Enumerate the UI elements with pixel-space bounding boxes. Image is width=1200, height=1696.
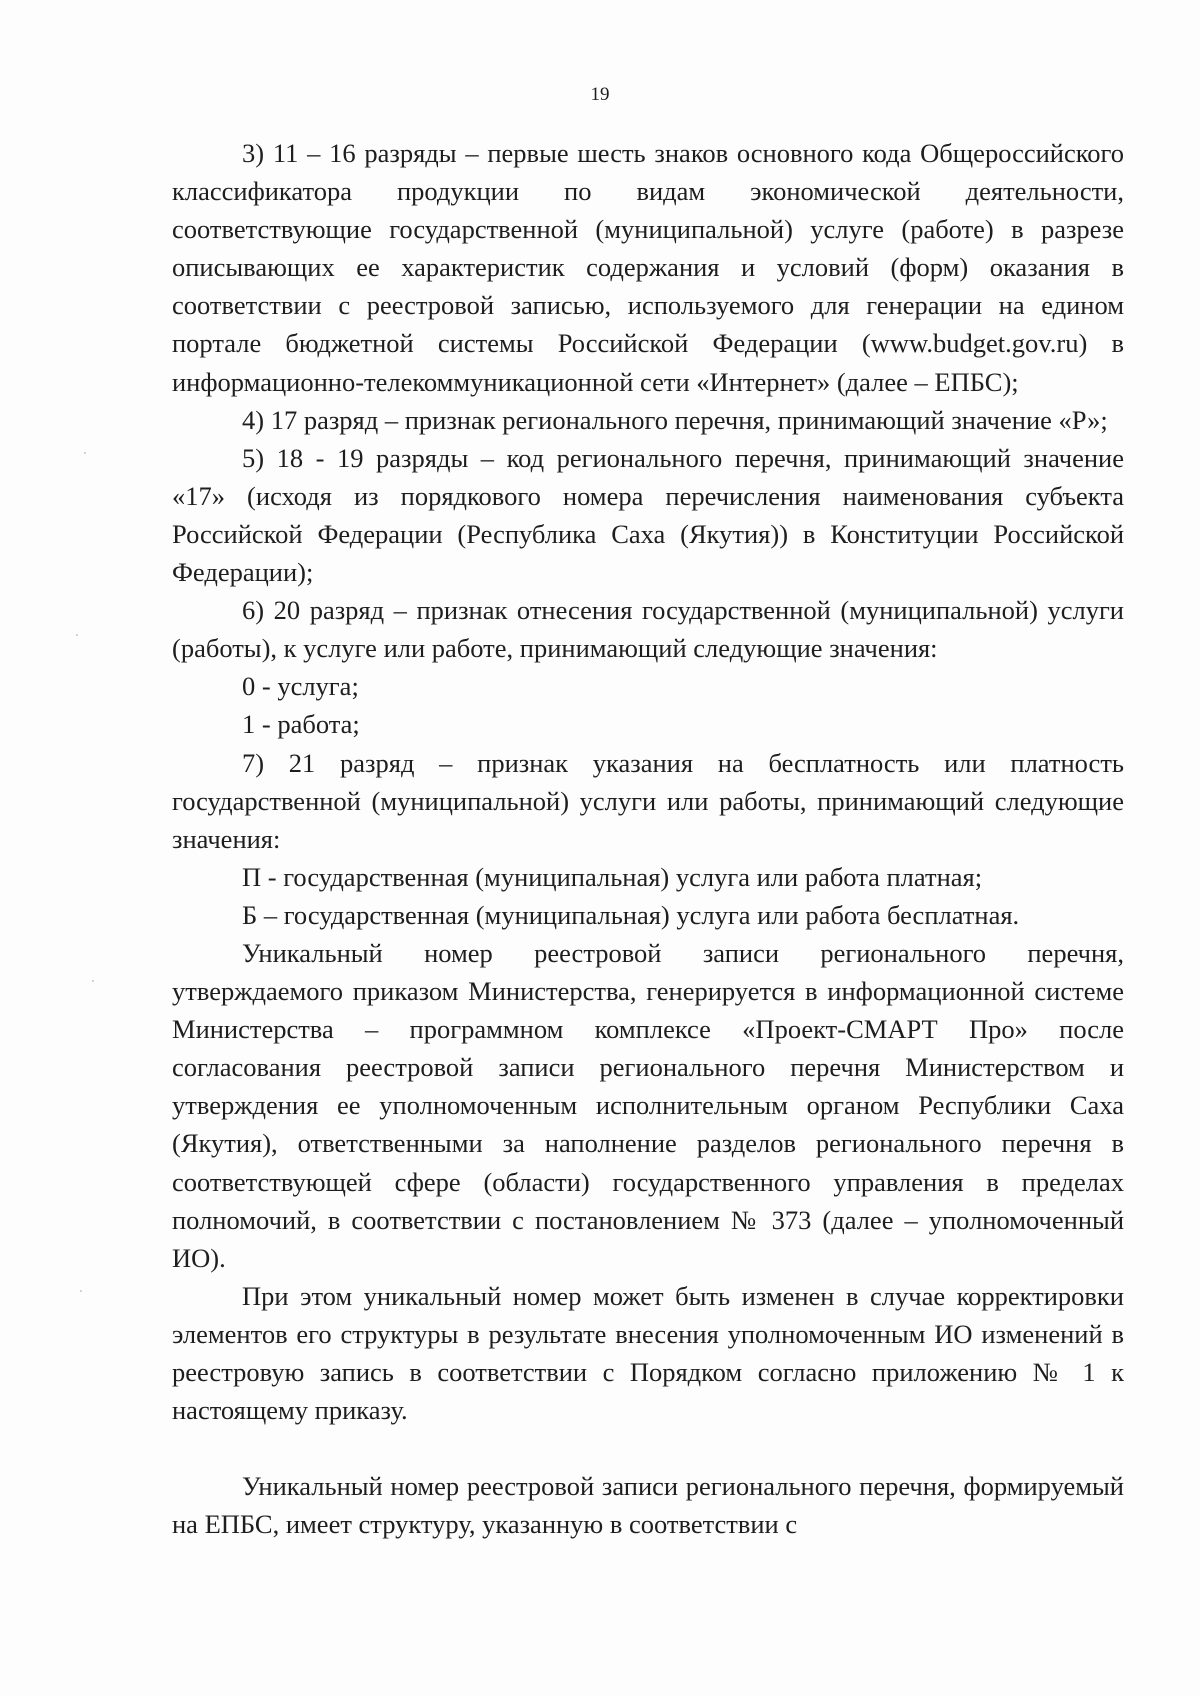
paragraph-unique-number: Уникальный номер реестровой записи регионального перечня, утверждаемого приказом Министерства, генерируется в информационной системе Министерства – программном комплексе «Проект-СМАРТ Про» после согласования реестровой записи регионального перечня Министерством и утверждения ее уполномоченным исполнительным органом Республики Саха (Якутия), ответственными за наполнение разделов регионального перечня в соответствующей сфере (области) государственного управления в пределах полномочий, в соответствии с постановлением № 373 (далее – уполномоченный ИО). bbox=[172, 937, 1124, 1273]
scan-speck bbox=[76, 634, 78, 636]
scan-speck bbox=[92, 980, 94, 982]
value-option-free: Б – государственная (муниципальная) услуга или работа бесплатная. bbox=[242, 899, 1020, 930]
page-number: 19 bbox=[590, 84, 610, 105]
paragraph-item-7: 7) 21 разряд – признак указания на бесплатность или платность государственной (муниципальной) услуги или работы, принимающий следующие значения: bbox=[172, 747, 1124, 854]
scan-speck bbox=[80, 1290, 82, 1292]
document-body bbox=[172, 134, 1124, 1543]
paragraph-number-change: При этом уникальный номер может быть изменен в случае корректировки элементов его структуры в результате внесения уполномоченным ИО изменений в реестровую запись в соответствии с Порядком согласно приложению № 1 к настоящему приказу. bbox=[172, 1280, 1124, 1426]
paragraph-item-4: 4) 17 разряд – признак регионального перечня, принимающий значение «Р»; bbox=[242, 404, 1108, 435]
paragraph-item-6: 6) 20 разряд – признак отнесения государственной (муниципальной) услуги (работы), к услуге или работе, принимающий следующие значения: bbox=[172, 595, 1124, 664]
paragraph-epbs-structure: Уникальный номер реестровой записи регионального перечня, формируемый на ЕПБС, имеет структуру, указанную в соответствии с bbox=[172, 1471, 1124, 1540]
value-option-work: 1 - работа; bbox=[242, 709, 360, 740]
value-option-service: 0 - услуга; bbox=[242, 671, 359, 702]
scan-speck bbox=[84, 452, 86, 454]
value-option-paid: П - государственная (муниципальная) услуга или работа платная; bbox=[242, 861, 983, 892]
paragraph-item-5: 5) 18 - 19 разряды – код регионального перечня, принимающий значение «17» (исходя из порядкового номера перечисления наименования субъекта Российской Федерации (Республика Саха (Якутия)) в Конституции Российской Федерации); bbox=[172, 442, 1124, 588]
paragraph-item-3: 3) 11 – 16 разряды – первые шесть знаков основного кода Общероссийского классификатора продукции по видам экономической деятельности, соответствующие государственной (муниципальной) услуге (работе) в разрезе описывающих ее характеристик содержания и условий (форм) оказания в соответствии с реестровой записью, используемого для генерации на едином портале бюджетной системы Российской Федерации (www.budget.gov.ru) в информационно-телекоммуникационной сети «Интернет» (далее – ЕПБС); bbox=[172, 138, 1124, 397]
